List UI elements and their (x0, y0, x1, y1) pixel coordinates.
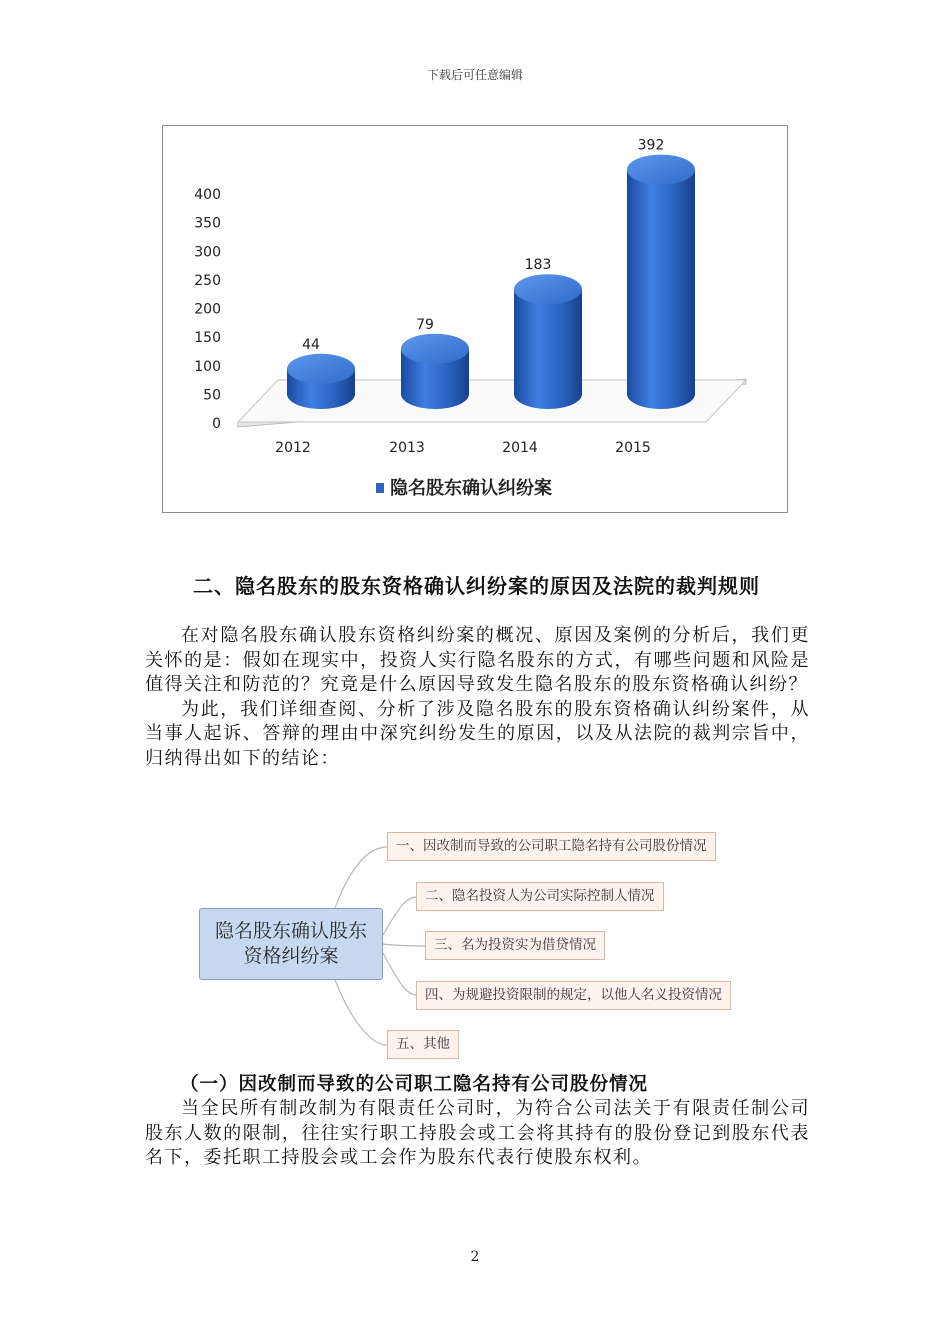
subsection-body (145, 1097, 810, 1171)
mind-map-branch-5: 五、其他 (387, 1030, 459, 1059)
y-tick-label: 350 (194, 215, 221, 232)
connector-5 (335, 980, 387, 1045)
legend-swatch (376, 483, 384, 493)
x-tick-label: 2013 (389, 440, 425, 456)
page-header: 下载后可任意编辑 (426, 68, 523, 82)
connector-1 (335, 847, 387, 908)
connector-2 (383, 897, 417, 935)
chart-canvas (163, 126, 787, 512)
connector-4 (383, 953, 417, 995)
legend-label: 隐名股东确认纠纷案 (390, 478, 552, 499)
mind-map-branch-1: 一、因改制而导致的公司职工隐名持有公司股份情况 (387, 832, 716, 861)
y-tick-label: 150 (194, 330, 221, 347)
bar-chart (162, 125, 788, 513)
section-heading: 二、隐名股东的股东资格确认纠纷案的原因及法院的裁判规则 (193, 574, 760, 598)
bar-top-2014 (514, 274, 582, 304)
x-tick-label: 2012 (275, 440, 311, 456)
bar-2015 (627, 170, 695, 409)
data-label: 183 (524, 257, 552, 274)
section-paragraphs (145, 624, 810, 771)
mind-map-branch-3: 三、名为投资实为借贷情况 (425, 931, 605, 960)
x-tick-label: 2015 (615, 440, 651, 456)
subsection-heading: （一）因改制而导致的公司职工隐名持有公司股份情况 (180, 1074, 649, 1095)
y-tick-label: 250 (194, 272, 221, 289)
y-tick-label: 200 (194, 301, 221, 318)
y-tick-label: 100 (194, 358, 221, 375)
mind-map (195, 825, 775, 1065)
y-tick-label: 400 (194, 187, 221, 203)
bar-top-2013 (401, 334, 469, 364)
data-label: 392 (637, 137, 665, 154)
connector-3 (383, 944, 425, 946)
mind-map-central-node: 隐名股东确认股东资格纠纷案 (199, 908, 383, 980)
data-label: 79 (416, 316, 434, 333)
bar-2014 (514, 289, 582, 409)
mind-map-branch-4: 四、为规避投资限制的规定，以他人名义投资情况 (416, 981, 731, 1010)
page-number: 2 (470, 1249, 480, 1265)
paragraph-1: 在对隐名股东确认股东资格纠纷案的概况、原因及案例的分析后，我们更关怀的是：假如在现实中，投资人实行隐名股东的方式，有哪些问题和风险是值得关注和防范的？究竟是什么原因导致发生隐名股东的股东资格确认纠纷？ (145, 625, 810, 695)
mind-map-branch-2: 二、隐名投资人为公司实际控制人情况 (416, 882, 664, 911)
y-tick-label: 50 (203, 387, 221, 404)
y-tick-label: 300 (194, 244, 221, 261)
y-tick-label: 0 (212, 416, 221, 432)
paragraph-3: 当全民所有制改制为有限责任公司时，为符合公司法关于有限责任制公司股东人数的限制，往往实行职工持股会或工会将其持有的股份登记到股东代表名下，委托职工持股会或工会作为股东代表行使股东权利。 (145, 1098, 810, 1168)
bar-top-2015 (627, 155, 695, 185)
bar-top-2012 (287, 354, 355, 384)
paragraph-2: 为此，我们详细查阅、分析了涉及隐名股东的股东资格确认纠纷案件，从当事人起诉、答辩的理由中深究纠纷发生的原因，以及从法院的裁判宗旨中，归纳得出如下的结论： (145, 698, 810, 769)
x-tick-label: 2014 (502, 440, 538, 456)
data-label: 44 (302, 336, 320, 353)
